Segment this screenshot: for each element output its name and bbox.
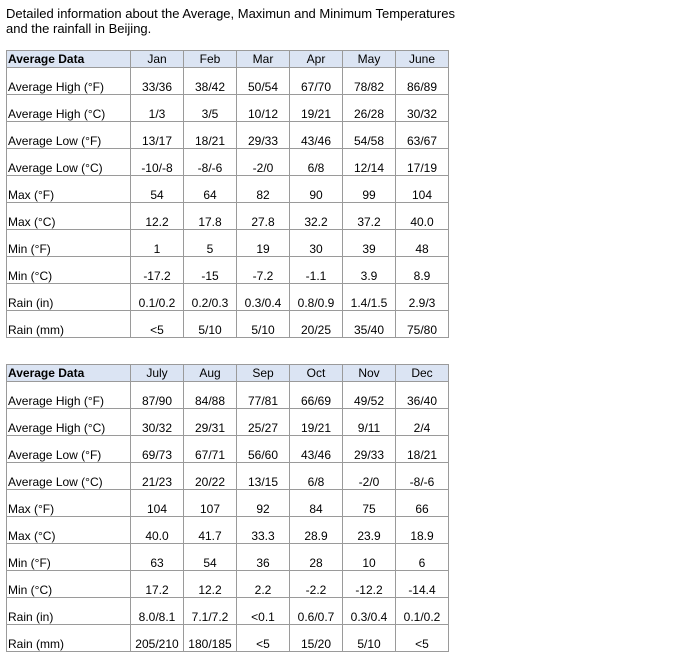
table-cell: 12/14 [343,149,396,176]
table-cell: 180/185 [184,625,237,652]
table-row [7,230,449,257]
table-row [7,149,449,176]
table-cell: 50/54 [237,68,290,95]
table-cell: 107 [184,490,237,517]
row-label: Min (°F) [7,544,131,571]
month-header: Feb [184,51,237,68]
table-cell: 19/21 [290,409,343,436]
table-cell: 18.9 [396,517,449,544]
table-cell: 0.3/0.4 [343,598,396,625]
table-cell: 12.2 [131,203,184,230]
table-cell: 18/21 [184,122,237,149]
month-header: Nov [343,365,396,382]
table-cell: 28.9 [290,517,343,544]
table-cell: -7.2 [237,257,290,284]
table-cell: 66/69 [290,382,343,409]
table-row [7,95,449,122]
table-cell: 32.2 [290,203,343,230]
table-cell: 33/36 [131,68,184,95]
table-cell: 104 [131,490,184,517]
table-cell: 54 [131,176,184,203]
table-cell: -10/-8 [131,149,184,176]
table-cell: 0.1/0.2 [396,598,449,625]
month-header: Jan [131,51,184,68]
table-row [7,436,449,463]
table-cell: 84/88 [184,382,237,409]
header-label: Average Data [7,365,131,382]
table-cell: 3/5 [184,95,237,122]
table-row [7,311,449,338]
table-cell: 1.4/1.5 [343,284,396,311]
table-cell: <0.1 [237,598,290,625]
table-cell: 20/22 [184,463,237,490]
table-cell: 19/21 [290,95,343,122]
table-cell: 26/28 [343,95,396,122]
table-cell: 3.9 [343,257,396,284]
month-header: Mar [237,51,290,68]
table-cell: 84 [290,490,343,517]
row-label: Max (°C) [7,517,131,544]
month-header: June [396,51,449,68]
table-cell: 33.3 [237,517,290,544]
table-cell: 5 [184,230,237,257]
month-header: Oct [290,365,343,382]
table-cell: 67/71 [184,436,237,463]
table-row [7,463,449,490]
table-cell: -8/-6 [396,463,449,490]
row-label: Average High (°C) [7,409,131,436]
table-row [7,176,449,203]
month-header: Apr [290,51,343,68]
table-cell: 30/32 [396,95,449,122]
row-label: Average Low (°C) [7,149,131,176]
table-cell: 37.2 [343,203,396,230]
table-cell: 69/73 [131,436,184,463]
table-cell: 54 [184,544,237,571]
table-cell: 40.0 [131,517,184,544]
table-cell: 205/210 [131,625,184,652]
table-cell: 36 [237,544,290,571]
table-cell: 64 [184,176,237,203]
table-cell: 5/10 [343,625,396,652]
table-cell: 28 [290,544,343,571]
table-cell: 6 [396,544,449,571]
table-row [7,382,449,409]
row-label: Rain (mm) [7,311,131,338]
table-cell: 13/15 [237,463,290,490]
table-cell: -1.1 [290,257,343,284]
table-cell: 0.1/0.2 [131,284,184,311]
table-cell: 19 [237,230,290,257]
table-row [7,490,449,517]
table-cell: 29/33 [343,436,396,463]
table-cell: 67/70 [290,68,343,95]
table-cell: 41.7 [184,517,237,544]
table-cell: 82 [237,176,290,203]
climate-table-jan-june [6,50,449,338]
row-label: Rain (in) [7,598,131,625]
table-cell: 21/23 [131,463,184,490]
table-cell: 10/12 [237,95,290,122]
row-label: Average High (°F) [7,68,131,95]
table-cell: 2/4 [396,409,449,436]
row-label: Average Low (°F) [7,122,131,149]
table-row [7,625,449,652]
table-cell: 12.2 [184,571,237,598]
table-cell: 8.9 [396,257,449,284]
table-row [7,409,449,436]
table-cell: 87/90 [131,382,184,409]
table-cell: 18/21 [396,436,449,463]
row-label: Min (°C) [7,257,131,284]
table-cell: 99 [343,176,396,203]
table-row [7,571,449,598]
month-header: Dec [396,365,449,382]
month-header: May [343,51,396,68]
table-cell: 36/40 [396,382,449,409]
table-cell: 0.6/0.7 [290,598,343,625]
table-cell: -15 [184,257,237,284]
table-cell: 30 [290,230,343,257]
table-cell: 49/52 [343,382,396,409]
table-cell: 66 [396,490,449,517]
table-cell: 38/42 [184,68,237,95]
table-cell: 5/10 [237,311,290,338]
table-row [7,598,449,625]
table-cell: 63 [131,544,184,571]
table-cell: -8/-6 [184,149,237,176]
table-cell: 6/8 [290,149,343,176]
intro-text: Detailed information about the Average, Maximun and Minimum Temperatures and the rainfall in Beijing. [6,6,455,36]
table-cell: -2.2 [290,571,343,598]
table-cell: <5 [396,625,449,652]
table-cell: 23.9 [343,517,396,544]
table-cell: 25/27 [237,409,290,436]
table-cell: 48 [396,230,449,257]
table-cell: 0.2/0.3 [184,284,237,311]
row-label: Average Low (°C) [7,463,131,490]
month-header: Aug [184,365,237,382]
table-cell: 9/11 [343,409,396,436]
row-label: Max (°F) [7,176,131,203]
table-cell: 2.9/3 [396,284,449,311]
table-row [7,284,449,311]
table-cell: 40.0 [396,203,449,230]
table-cell: 13/17 [131,122,184,149]
table-row [7,122,449,149]
table-cell: 75/80 [396,311,449,338]
table-cell: <5 [237,625,290,652]
table-cell: 27.8 [237,203,290,230]
table-cell: 8.0/8.1 [131,598,184,625]
table-cell: 63/67 [396,122,449,149]
table-cell: 0.3/0.4 [237,284,290,311]
table-cell: 5/10 [184,311,237,338]
table-cell: 39 [343,230,396,257]
table-cell: 2.2 [237,571,290,598]
table-row [7,544,449,571]
table-cell: 10 [343,544,396,571]
row-label: Average High (°F) [7,382,131,409]
row-label: Max (°C) [7,203,131,230]
table-cell: -12.2 [343,571,396,598]
table-cell: 56/60 [237,436,290,463]
table-cell: 17.8 [184,203,237,230]
table-cell: 54/58 [343,122,396,149]
table-cell: -14.4 [396,571,449,598]
row-label: Max (°F) [7,490,131,517]
table-header-row [7,365,449,382]
month-header: July [131,365,184,382]
row-label: Min (°F) [7,230,131,257]
table-cell: 1 [131,230,184,257]
table-cell: 29/31 [184,409,237,436]
table-cell: 6/8 [290,463,343,490]
table-header-row [7,51,449,68]
table-row [7,257,449,284]
table-cell: 75 [343,490,396,517]
table-cell: 78/82 [343,68,396,95]
table-cell: 92 [237,490,290,517]
table-cell: 20/25 [290,311,343,338]
table-cell: -2/0 [343,463,396,490]
month-header: Sep [237,365,290,382]
table-cell: 43/46 [290,122,343,149]
row-label: Min (°C) [7,571,131,598]
row-label: Average High (°C) [7,95,131,122]
table-cell: -2/0 [237,149,290,176]
row-label: Rain (mm) [7,625,131,652]
table-row [7,203,449,230]
table-cell: 0.8/0.9 [290,284,343,311]
climate-table-july-dec [6,364,449,652]
table-cell: 17/19 [396,149,449,176]
row-label: Average Low (°F) [7,436,131,463]
table-cell: 29/33 [237,122,290,149]
table-cell: 104 [396,176,449,203]
table-cell: 15/20 [290,625,343,652]
table-cell: 43/46 [290,436,343,463]
header-label: Average Data [7,51,131,68]
table-cell: 17.2 [131,571,184,598]
table-cell: 90 [290,176,343,203]
table-cell: 1/3 [131,95,184,122]
table-cell: 30/32 [131,409,184,436]
table-cell: -17.2 [131,257,184,284]
table-cell: <5 [131,311,184,338]
table-cell: 77/81 [237,382,290,409]
table-cell: 35/40 [343,311,396,338]
table-row [7,517,449,544]
row-label: Rain (in) [7,284,131,311]
table-cell: 86/89 [396,68,449,95]
table-row [7,68,449,95]
table-cell: 7.1/7.2 [184,598,237,625]
